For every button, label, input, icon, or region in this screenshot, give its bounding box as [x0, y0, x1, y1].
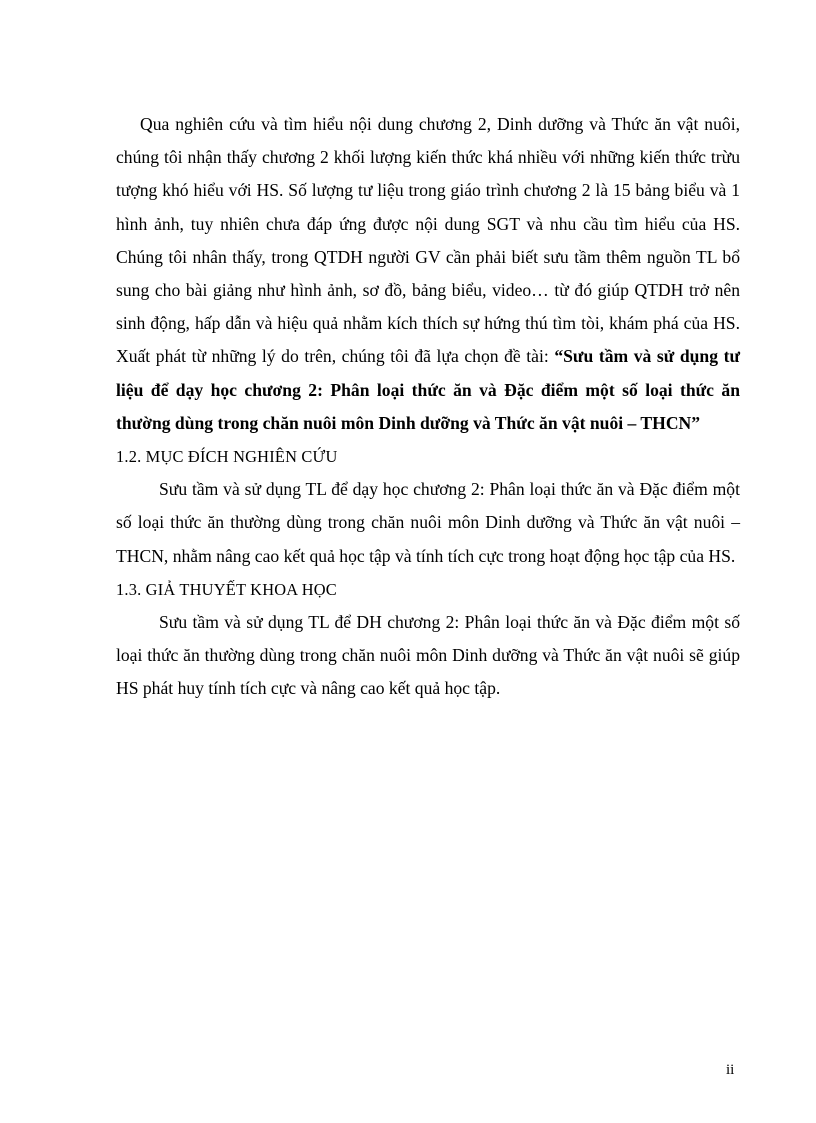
purpose-paragraph: Sưu tầm và sử dụng TL để dạy học chương 2: Phân loại thức ăn và Đặc điểm một số loại thức ăn thường dùng trong chăn nuôi môn Dinh dưỡng và Thức ăn vật nuôi – THCN, nhằm nâng cao kết quả học tập và tính tích cực trong hoạt động học tập của HS. [116, 479, 740, 566]
topic-title: “Sưu tầm và sử dụng tư liệu để dạy học chương 2: Phân loại thức ăn và Đặc điểm một số loại thức ăn thường dùng trong chăn nuôi môn Dinh dưỡng và Thức ăn vật nuôi – THCN” [116, 346, 740, 433]
intro-text: Qua nghiên cứu và tìm hiểu nội dung chương 2, Dinh dưỡng và Thức ăn vật nuôi, chúng tôi nhận thấy chương 2 khối lượng kiến thức khá nhiều với những kiến thức trừu tượng khó hiểu với HS. Số lượng tư liệu trong giáo trình chương 2 là 15 bảng biểu và 1 hình ảnh, tuy nhiên chưa đáp ứng được nội dung SGT và nhu cầu tìm hiểu của HS. Chúng tôi nhân thấy, trong QTDH người GV cần phải biết sưu tầm thêm nguồn TL bổ sung cho bài giảng như hình ảnh, sơ đồ, bảng biểu, video… từ đó giúp QTDH trở nên sinh động, hấp dẫn và hiệu quả nhằm kích thích sự hứng thú tìm tòi, khám phá của HS. Xuất phát từ những lý do trên, chúng tôi đã lựa chọn đề tài: [116, 114, 740, 367]
document-body [116, 108, 740, 706]
intro-paragraph [116, 108, 740, 440]
section-heading-purpose: 1.2. MỤC ĐÍCH NGHIÊN CỨU [116, 447, 338, 467]
section-heading-hypothesis: 1.3. GIẢ THUYẾT KHOA HỌC [116, 579, 337, 599]
page-number: ii [726, 1062, 735, 1078]
hypothesis-paragraph: Sưu tầm và sử dụng TL để DH chương 2: Phân loại thức ăn và Đặc điểm một số loại thức ăn thường dùng trong chăn nuôi môn Dinh dưỡng và Thức ăn vật nuôi sẽ giúp HS phát huy tính tích cực và nâng cao kết quả học tập. [116, 612, 740, 699]
